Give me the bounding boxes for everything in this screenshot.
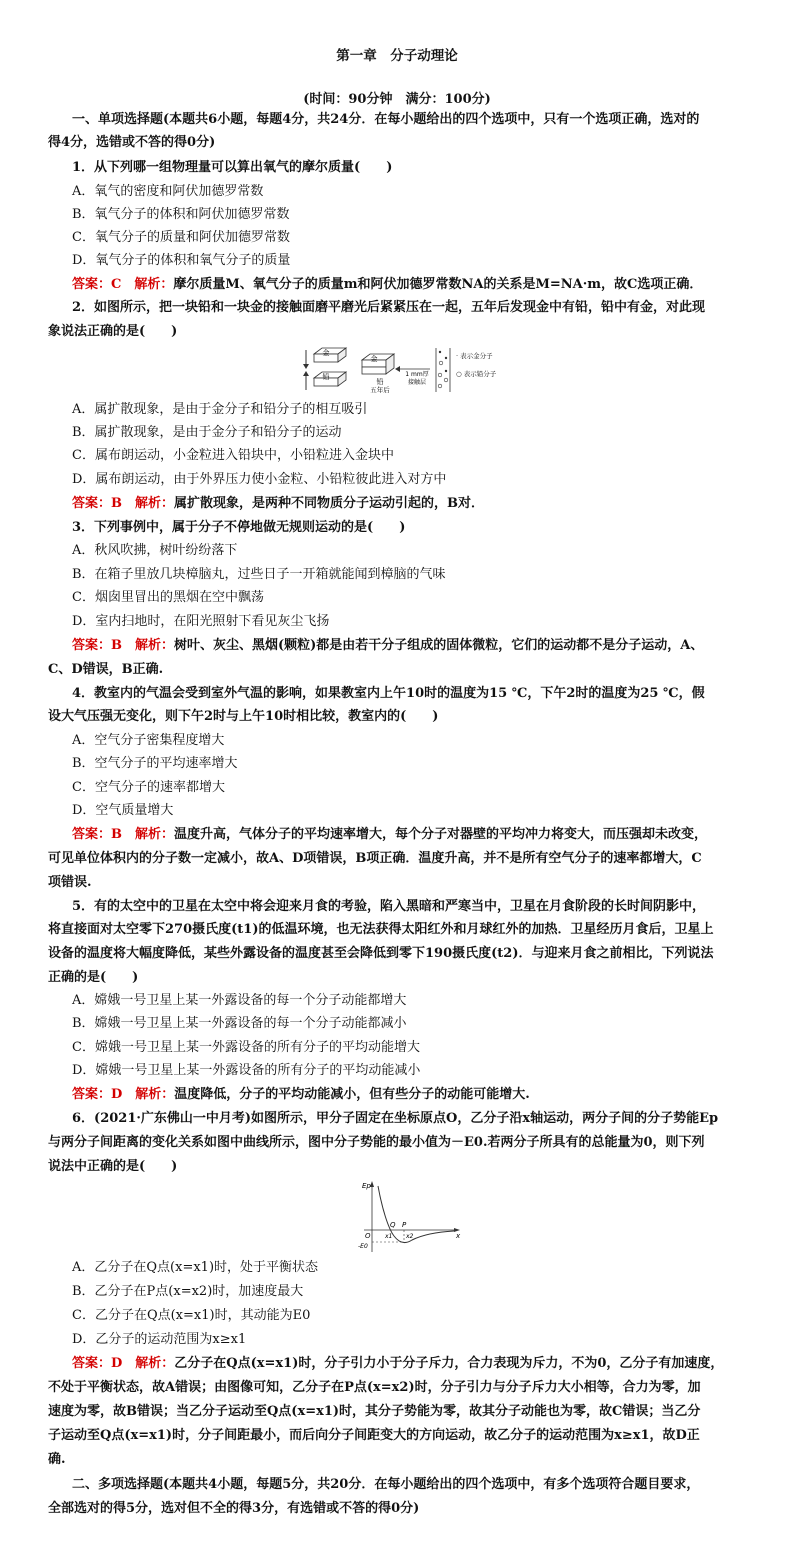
q6-analysis-line2: 不处于平衡状态，故A错误；由图像可知，乙分子在P点(x=x2)时，分子引力与分子斥力大小相等，合力为零，加 [48, 1380, 701, 1395]
q2-fig-lead-combined: 铅 [376, 378, 384, 386]
q6-fig-point-p: P [402, 1221, 407, 1229]
q4-answer [72, 825, 707, 845]
q4-stem-line1: 4．教室内的气温会受到室外气温的影响，如果教室内上午10时的温度为15 ℃，下午2时的温度为25 ℃，假 [72, 686, 705, 701]
exam-time-score: (时间：90分钟 满分：100分) [303, 92, 491, 107]
q4-option-a: A．空气分子密集程度增大 [72, 733, 225, 748]
q6-answer [72, 1354, 723, 1374]
q1-option-b: B．氧气分子的体积和阿伏加德罗常数 [72, 207, 290, 222]
q4-option-c: C．空气分子的速率都增大 [72, 780, 225, 795]
q6-option-c: C．乙分子在Q点(x=x1)时，其动能为E0 [72, 1308, 311, 1323]
q3-answer [72, 636, 703, 656]
q6-analysis-line5: 确. [48, 1452, 66, 1467]
q3-option-a: A．秋风吹拂，树叶纷纷落下 [72, 543, 238, 558]
q1-answer-label: 答案：C 解析： [72, 277, 174, 292]
q3-option-b: B．在箱子里放几块樟脑丸，过些日子一开箱就能闻到樟脑的气味 [72, 567, 446, 582]
q4-analysis-line3: 项错误. [48, 875, 92, 890]
q4-analysis-line1: 温度升高，气体分子的平均速率增大，每个分子对器壁的平均冲力将变大，而压强却未改变， [174, 827, 708, 842]
q5-stem-line4: 正确的是( ) [48, 970, 139, 985]
q6-analysis-line4: 子运动至Q点(x=x1)时，分子间距最小，而后向分子间距变大的方向运动，故乙分子的运动范围为x≥x1，故D正 [48, 1428, 700, 1443]
q5-answer [72, 1085, 530, 1105]
q2-option-a: A．属扩散现象，是由于金分子和铅分子的相互吸引 [72, 402, 368, 417]
q5-analysis: 温度降低，分子的平均动能减小，但有些分子的动能可能增大. [174, 1087, 530, 1102]
q2-option-d: D．属布朗运动，由于外界压力使小金粒、小铅粒彼此进入对方中 [72, 472, 447, 487]
q4-stem-line2: 设大气压强无变化，则下午2时与上午10时相比较，教室内的( ) [48, 709, 439, 724]
q6-fig-min-energy: -E0 [358, 1243, 368, 1250]
q6-stem-line3: 说法中正确的是( ) [48, 1159, 178, 1174]
q2-fig-layer-name: 接触层 [407, 379, 427, 386]
section2-heading: 二、多项选择题(本题共4小题，每题5分，共20分．在每小题给出的四个选项中，有多个选项符合题目要求， [72, 1477, 700, 1492]
q4-option-d: D．空气质量增大 [72, 803, 174, 818]
q5-option-d: D．嫦娥一号卫星上某一外露设备的所有分子的平均动能减小 [72, 1063, 421, 1078]
q3-stem: 3．下列事例中，属于分子不停地做无规则运动的是( ) [72, 520, 406, 535]
q2-answer-label: 答案：B 解析： [72, 496, 174, 511]
q6-analysis-line3: 速度为零，故B错误；当乙分子运动至Q点(x=x1)时，其分子势能为零，故其分子动能也为零，故C错误；当乙分 [48, 1404, 701, 1419]
q6-fig-x2: x2 [406, 1233, 414, 1240]
q2-fig-legend-lead: ○ 表示铅分子 [456, 370, 497, 378]
q6-fig-x1: x1 [385, 1233, 393, 1240]
q6-option-a: A．乙分子在Q点(x=x1)时，处于平衡状态 [72, 1260, 319, 1275]
q4-answer-label: 答案：B 解析： [72, 827, 174, 842]
section1-heading: 一、单项选择题(本题共6小题，每题4分，共24分．在每小题给出的四个选项中，只有一个选项正确，选对的 [72, 112, 700, 127]
q2-stem-line2: 象说法正确的是( ) [48, 324, 178, 339]
q2-fig-gold-combined: 金 [370, 355, 378, 363]
q3-option-d: D．室内扫地时，在阳光照射下看见灰尘飞扬 [72, 614, 330, 629]
q6-potential-energy-graph [356, 1178, 466, 1256]
q4-analysis-line2: 可见单位体积内的分子数一定减小，故A、D项错误，B项正确．温度升高，并不是所有空气分子的速率都增大，C [48, 851, 702, 866]
q6-stem-line2: 与两分子间距离的变化关系如图中曲线所示，图中分子势能的最小值为－E0.若两分子所具有的总能量为0，则下列 [48, 1135, 705, 1150]
q5-option-a: A．嫦娥一号卫星上某一外露设备的每一个分子动能都增大 [72, 993, 407, 1008]
q5-stem-line2: 将直接面对太空零下270摄氏度(t1)的低温环境，也无法获得太阳红外和月球红外的加热．卫星经历月食后，卫星上 [48, 922, 714, 937]
q1-option-d: D．氧气分子的体积和氧气分子的质量 [72, 253, 291, 268]
q2-option-c: C．属布朗运动，小金粒进入铅块中，小铅粒进入金块中 [72, 448, 394, 463]
section1-heading-cont: 得4分，选错或不答的得0分) [48, 135, 216, 150]
q1-option-a: A．氧气的密度和阿伏加德罗常数 [72, 184, 264, 199]
q3-answer-label: 答案：B 解析： [72, 638, 174, 653]
q5-answer-label: 答案：D 解析： [72, 1087, 175, 1102]
q1-option-c: C．氧气分子的质量和阿伏加德罗常数 [72, 230, 290, 245]
q1-answer [72, 275, 702, 295]
q5-option-c: C．嫦娥一号卫星上某一外露设备的所有分子的平均动能增大 [72, 1040, 420, 1055]
q2-fig-five-years: 五年后 [370, 386, 390, 394]
q3-analysis-line1: 树叶、灰尘、黑烟(颗粒)都是由若干分子组成的固体微粒，它们的运动都不是分子运动，A、 [174, 638, 704, 653]
q2-diffusion-figure [300, 346, 525, 394]
q2-fig-legend-gold: · 表示金分子 [456, 352, 493, 360]
chapter-title: 第一章 分子动理论 [336, 48, 458, 64]
q6-answer-label: 答案：D 解析： [72, 1356, 175, 1371]
q3-analysis-line2: C、D错误，B正确. [48, 662, 164, 677]
q6-stem-line1: 6．(2021·广东佛山一中月考)如图所示，甲分子固定在坐标原点O，乙分子沿x轴运动，两分子间的分子势能Ep [72, 1111, 719, 1126]
q2-option-b: B．属扩散现象，是由于金分子和铅分子的运动 [72, 425, 342, 440]
q6-fig-origin: O [365, 1232, 371, 1240]
q6-fig-ep-label: Ep [362, 1182, 371, 1190]
q5-stem-line1: 5．有的太空中的卫星在太空中将会迎来月食的考验，陷入黑暗和严寒当中，卫星在月食阶段的长时间阴影中， [72, 899, 706, 914]
q2-stem-line1: 2．如图所示，把一块铅和一块金的接触面磨平磨光后紧紧压在一起，五年后发现金中有铅，铅中有金，对此现 [72, 300, 706, 315]
q1-analysis: 摩尔质量M、氧气分子的质量m和阿伏加德罗常数NA的关系是M=NA·m，故C选项正确． [173, 277, 703, 292]
q6-fig-x-label: x [456, 1232, 461, 1240]
q2-analysis: 属扩散现象，是两种不同物质分子运动引起的，B对． [174, 496, 484, 511]
q6-option-b: B．乙分子在P点(x=x2)时，加速度最大 [72, 1284, 304, 1299]
q6-fig-point-q: Q [390, 1221, 396, 1229]
q1-stem: 1．从下列哪一组物理量可以算出氧气的摩尔质量( ) [72, 160, 393, 175]
q5-option-b: B．嫦娥一号卫星上某一外露设备的每一个分子动能都减小 [72, 1016, 407, 1031]
q6-analysis-line1: 乙分子在Q点(x=x1)时，分子引力小于分子斥力，合力表现为斥力，不为0，乙分子有加速度， [174, 1356, 724, 1371]
q3-option-c: C．烟囱里冒出的黑烟在空中飘荡 [72, 590, 264, 605]
q2-fig-lead-top: 铅 [322, 373, 330, 381]
q6-option-d: D．乙分子的运动范围为x≥x1 [72, 1332, 247, 1347]
q2-answer [72, 494, 484, 514]
q2-fig-layer-thickness: 1 mm厚 [405, 371, 429, 378]
q4-option-b: B．空气分子的平均速率增大 [72, 756, 238, 771]
section2-heading-cont: 全部选对的得5分，选对但不全的得3分，有选错或不答的得0分) [48, 1501, 420, 1516]
q5-stem-line3: 设备的温度将大幅度降低，某些外露设备的温度甚至会降低到零下190摄氏度(t2)．与迎来月食之前相比，下列说法 [48, 946, 714, 961]
q2-fig-gold-top: 金 [322, 349, 330, 357]
